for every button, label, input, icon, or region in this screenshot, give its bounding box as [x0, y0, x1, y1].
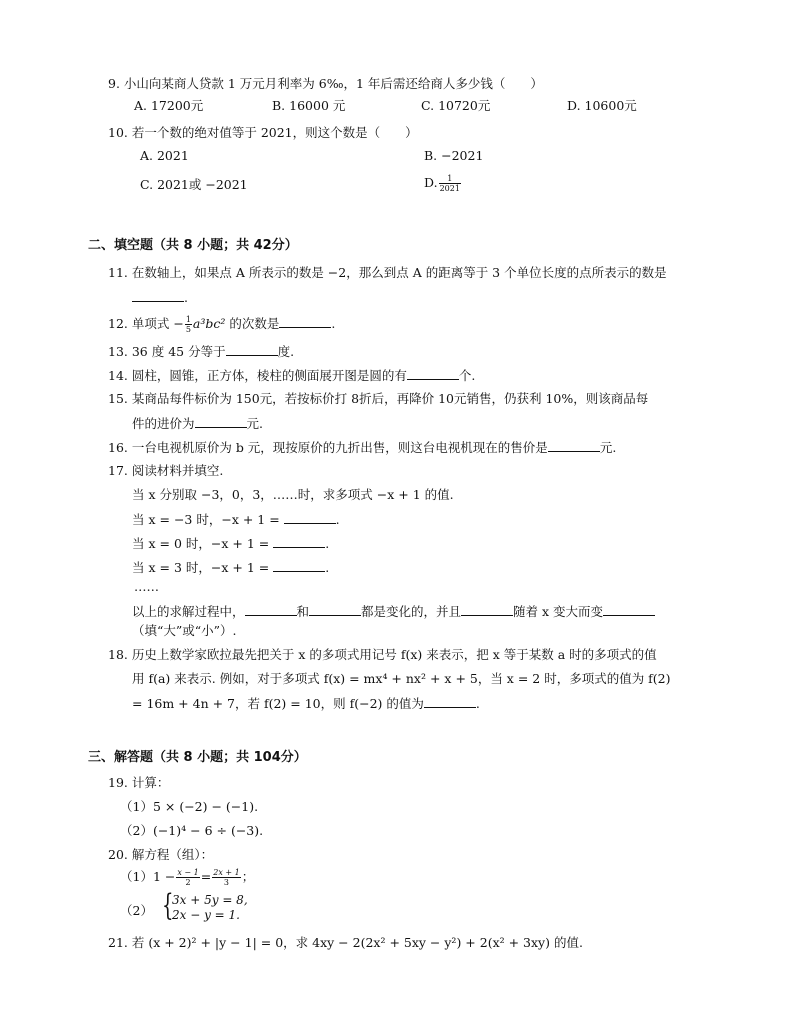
q10-option-d-fraction	[439, 174, 461, 193]
section-2-title: 二、填空题（共 8 小题；共 42分）	[88, 238, 298, 253]
q12-monomial: a³bc²	[192, 316, 226, 331]
fraction-numerator: x − 1	[177, 868, 199, 877]
question-11-text: 11. 在数轴上，如果点 A 所表示的数是 −2，那么到点 A 的距离等于 3 个单位长度的点所表示的数是	[108, 265, 667, 280]
fraction-numerator: 1	[439, 174, 461, 184]
answer-blank[interactable]	[309, 602, 361, 616]
q16-prefix: 16. 一台电视机原价为 b 元，现按原价的九折出售，则这台电视机现在的售价是	[108, 440, 548, 455]
q10-option-d-label: D.	[424, 175, 438, 190]
question-19-title: 19. 计算：	[108, 775, 170, 790]
answer-blank[interactable]	[273, 534, 325, 548]
question-17-ellipsis: ……	[134, 579, 159, 594]
equals-sign: =	[200, 869, 212, 884]
period: .	[325, 536, 330, 551]
question-17-line1: 当 x 分别取 −3，0，3，……时，求多项式 −x + 1 的值.	[132, 487, 454, 502]
question-9-text: 9. 小山向某商人贷款 1 万元月利率为 6‰，1 年后需还给商人多少钱（ ）	[108, 76, 543, 91]
question-19-part1: （1）5 × (−2) − (−1).	[120, 799, 259, 814]
question-20-part2-label: （2）	[120, 903, 153, 918]
left-brace-icon: {	[162, 888, 174, 923]
answer-blank[interactable]	[279, 314, 331, 328]
question-17-title: 17. 阅读材料并填空.	[108, 463, 224, 478]
q10-option-a: A. 2021	[140, 148, 189, 163]
fraction-denominator: 3	[223, 878, 230, 887]
question-18-line1: 18. 历史上数学家欧拉最先把关于 x 的多项式用记号 f(x) 来表示，把 x 等于某数 a 时的多项式的值	[108, 647, 657, 662]
question-10-text: 10. 若一个数的绝对值等于 2021，则这个数是（ ）	[108, 125, 418, 140]
q17-line5-part-a: 以上的求解过程中，	[132, 604, 245, 619]
q18-line3-text: = 16m + 4n + 7，若 f(2) = 10，则 f(−2) 的值为	[132, 696, 424, 711]
answer-blank[interactable]	[132, 288, 184, 302]
answer-blank[interactable]	[603, 602, 655, 616]
period: .	[475, 696, 480, 711]
section-3-title: 三、解答题（共 8 小题；共 104分）	[88, 750, 307, 765]
question-17-line4	[132, 558, 329, 577]
fraction-denominator: 2	[185, 878, 191, 887]
q9-option-a: A. 17200元	[134, 98, 204, 113]
q10-option-d	[424, 174, 462, 193]
fraction-denominator: 5	[185, 325, 191, 334]
question-18-line2: 用 f(a) 来表示. 例如，对于多项式 f(x) = mx⁴ + nx² + x + 5，当 x = 2 时，多项式的值为 f(2)	[132, 671, 671, 686]
answer-blank[interactable]	[284, 510, 336, 524]
q9-option-d: D. 10600元	[567, 98, 637, 113]
q9-option-b: B. 16000 元	[272, 98, 346, 113]
question-11-line2	[132, 288, 188, 307]
q20-fraction-1	[176, 868, 199, 887]
answer-blank[interactable]	[195, 414, 247, 428]
question-20-title: 20. 解方程（组）：	[108, 847, 214, 862]
answer-blank[interactable]	[273, 558, 325, 572]
question-12	[108, 314, 335, 334]
q17-line5-part-d: 随着 x 变大而变	[513, 604, 604, 619]
q12-fraction	[185, 315, 192, 334]
q13-end: 度.	[277, 344, 295, 359]
question-19-part2: （2）(−1)⁴ − 6 ÷ (−3).	[120, 823, 264, 838]
question-17-line6: （填“大”或“小”）.	[132, 623, 237, 638]
question-18-line3	[132, 694, 480, 713]
q17-line5-part-b: 和	[296, 604, 310, 619]
q17-line3-text: 当 x = 0 时，−x + 1 =	[132, 536, 270, 551]
answer-blank[interactable]	[424, 694, 476, 708]
question-15-line2	[132, 414, 263, 433]
question-17-line2	[132, 510, 340, 529]
period: .	[184, 290, 188, 305]
q15-prefix: 件的进价为	[132, 416, 195, 431]
period: .	[331, 316, 336, 331]
question-16	[108, 438, 616, 457]
period: .	[325, 560, 330, 575]
q17-line5-part-c: 都是变化的，并且	[361, 604, 462, 619]
question-21-text: 21. 若 (x + 2)² + |y − 1| = 0，求 4xy − 2(2x² + 5xy − y²) + 2(x² + 3xy) 的值.	[108, 935, 583, 950]
question-14	[108, 366, 475, 385]
q14-end: 个.	[458, 368, 476, 383]
question-17-line3	[132, 534, 329, 553]
q10-option-b: B. −2021	[424, 148, 484, 163]
fraction-numerator: 1	[185, 315, 191, 324]
answer-blank[interactable]	[226, 342, 278, 356]
question-20-part1	[120, 868, 254, 887]
fraction-denominator: 2021	[439, 184, 460, 193]
question-13	[108, 342, 294, 361]
q15-end: 元.	[246, 416, 263, 431]
q17-line2-text: 当 x = −3 时，−x + 1 =	[132, 512, 280, 527]
fraction-numerator: 2x + 1	[213, 868, 240, 877]
q12-prefix: 12. 单项式 −	[108, 316, 184, 331]
answer-blank[interactable]	[548, 438, 600, 452]
equation-2: 2x − y = 1.	[172, 908, 240, 922]
q17-line4-text: 当 x = 3 时，−x + 1 =	[132, 560, 270, 575]
q12-mid: 的次数是	[225, 316, 280, 331]
question-17-line5	[132, 602, 655, 621]
answer-blank[interactable]	[461, 602, 513, 616]
question-15-line1: 15. 某商品每件标价为 150元，若按标价打 8折后，再降价 10元销售，仍获利 10%，则该商品每	[108, 391, 649, 406]
equation-1: 3x + 5y = 8,	[172, 893, 248, 907]
q10-option-c: C. 2021或 −2021	[140, 177, 248, 192]
q20-fraction-2	[212, 868, 240, 887]
answer-blank[interactable]	[407, 366, 459, 380]
period: .	[335, 512, 340, 527]
q9-option-c: C. 10720元	[421, 98, 491, 113]
q13-prefix: 13. 36 度 45 分等于	[108, 344, 226, 359]
answer-blank[interactable]	[245, 602, 297, 616]
q20-part1-prefix: （1）1 −	[120, 869, 176, 884]
semicolon: ；	[241, 869, 255, 884]
q16-end: 元.	[599, 440, 617, 455]
q14-prefix: 14. 圆柱，圆锥，正方体，棱柱的侧面展开图是圆的有	[108, 368, 407, 383]
